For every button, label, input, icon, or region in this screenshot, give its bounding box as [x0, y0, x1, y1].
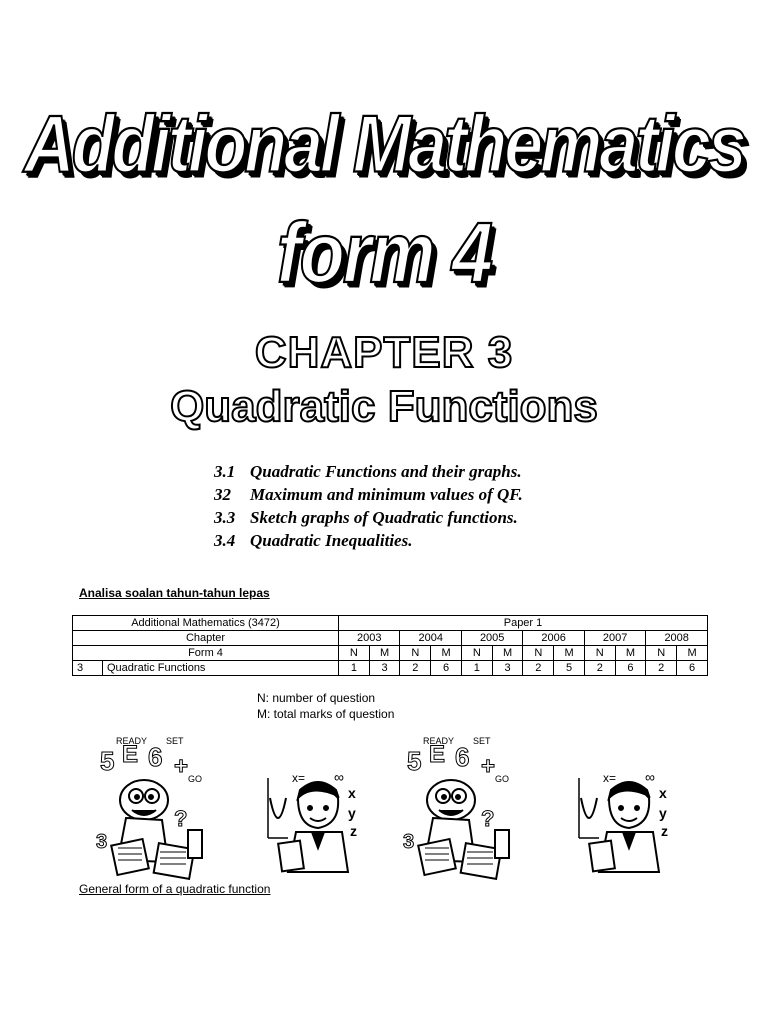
- chapter-number-cell: 3: [73, 661, 103, 676]
- svg-text:3: 3: [403, 831, 415, 853]
- boy-graph-cartoon: [573, 768, 683, 878]
- svg-text:z: z: [350, 823, 357, 839]
- m-header-cell: M: [492, 646, 523, 661]
- svg-text:x=: x=: [603, 771, 617, 785]
- m-header-cell: M: [615, 646, 646, 661]
- subject-cell: Additional Mathematics (3472): [73, 616, 339, 631]
- svg-text:6: 6: [148, 742, 163, 772]
- n-header-cell: N: [646, 646, 677, 661]
- m-header-cell: M: [431, 646, 462, 661]
- value-cell: 2: [400, 661, 431, 676]
- svg-text:y: y: [659, 805, 667, 821]
- topic-item: [214, 529, 523, 552]
- value-cell: 6: [615, 661, 646, 676]
- year-cell: 2007: [584, 631, 645, 646]
- svg-text:5: 5: [407, 746, 422, 776]
- analysis-heading: Analisa soalan tahun-tahun lepas: [79, 586, 270, 600]
- value-cell: 1: [461, 661, 492, 676]
- table-row: [73, 631, 708, 646]
- chapter-name: Quadratic Functions: [170, 382, 598, 431]
- topic-text: Quadratic Inequalities.: [250, 531, 413, 550]
- topic-number: 3.1: [214, 462, 236, 481]
- topic-number: 3.3: [214, 508, 236, 527]
- svg-text:E: E: [429, 741, 446, 768]
- value-cell: 2: [584, 661, 615, 676]
- form-cell: Form 4: [73, 646, 339, 661]
- svg-text:3: 3: [96, 831, 108, 853]
- chapter-header-cell: Chapter: [73, 631, 339, 646]
- topic-text: Maximum and minimum values of QF.: [250, 485, 523, 504]
- n-header-cell: N: [523, 646, 554, 661]
- cartoon-go-label: GO: [495, 774, 510, 784]
- year-cell: 2005: [461, 631, 522, 646]
- topic-item: [214, 460, 523, 483]
- n-header-cell: N: [584, 646, 615, 661]
- svg-text:+: +: [481, 753, 496, 780]
- topic-number: 3.4: [214, 531, 236, 550]
- value-cell: 6: [431, 661, 462, 676]
- topic-text: Quadratic Functions and their graphs.: [250, 462, 522, 481]
- svg-text:x: x: [348, 785, 356, 801]
- svg-text:5: 5: [100, 746, 115, 776]
- year-cell: 2006: [523, 631, 584, 646]
- cartoon-set-label: SET: [166, 736, 184, 746]
- cartoon-set-label: SET: [473, 736, 491, 746]
- topic-number: 32: [214, 485, 231, 504]
- legend-m: M: total marks of question: [257, 707, 395, 721]
- value-cell: 3: [492, 661, 523, 676]
- topic-text: Sketch graphs of Quadratic functions.: [250, 508, 518, 527]
- boy-graph-cartoon: [262, 768, 372, 878]
- general-form-heading: General form of a quadratic function: [79, 882, 271, 896]
- chapter-name-cell: Quadratic Functions: [103, 661, 339, 676]
- svg-text:6: 6: [455, 742, 470, 772]
- value-cell: 5: [554, 661, 585, 676]
- value-cell: 2: [646, 661, 677, 676]
- m-header-cell: M: [677, 646, 708, 661]
- cartoon-go-label: GO: [188, 774, 203, 784]
- student-numbers-cartoon: [403, 730, 523, 880]
- chapter-label: CHAPTER 3: [254, 328, 514, 377]
- year-cell: 2008: [646, 631, 708, 646]
- svg-text:?: ?: [481, 806, 495, 831]
- n-header-cell: N: [400, 646, 431, 661]
- value-cell: 3: [369, 661, 400, 676]
- svg-text:z: z: [661, 823, 668, 839]
- document-title-line2: form 4: [276, 204, 492, 301]
- svg-text:y: y: [348, 805, 356, 821]
- legend-n: N: number of question: [257, 691, 376, 705]
- n-header-cell: N: [461, 646, 492, 661]
- value-cell: 1: [339, 661, 370, 676]
- table-row: [73, 646, 708, 661]
- topic-item: [214, 483, 523, 506]
- svg-text:E: E: [122, 741, 139, 768]
- year-cell: 2003: [339, 631, 400, 646]
- n-header-cell: N: [339, 646, 370, 661]
- document-title-line1: Additional Mathematics: [24, 99, 744, 189]
- year-cell: 2004: [400, 631, 461, 646]
- topic-list: [214, 460, 523, 552]
- cartoon-ready-label: READY: [423, 736, 455, 746]
- svg-text:x: x: [659, 785, 667, 801]
- value-cell: 2: [523, 661, 554, 676]
- paper-cell: Paper 1: [339, 616, 708, 631]
- past-year-analysis-table: [72, 615, 708, 676]
- table-legend: [257, 690, 394, 722]
- table-row: [73, 661, 708, 676]
- m-header-cell: M: [554, 646, 585, 661]
- svg-text:∞: ∞: [334, 769, 344, 785]
- svg-text:?: ?: [174, 806, 188, 831]
- m-header-cell: M: [369, 646, 400, 661]
- svg-text:+: +: [174, 753, 189, 780]
- cartoon-ready-label: READY: [116, 736, 148, 746]
- svg-text:x=: x=: [292, 771, 306, 785]
- value-cell: 6: [677, 661, 708, 676]
- topic-item: [214, 506, 523, 529]
- svg-text:∞: ∞: [645, 769, 655, 785]
- table-row: [73, 616, 708, 631]
- student-numbers-cartoon: [96, 730, 216, 880]
